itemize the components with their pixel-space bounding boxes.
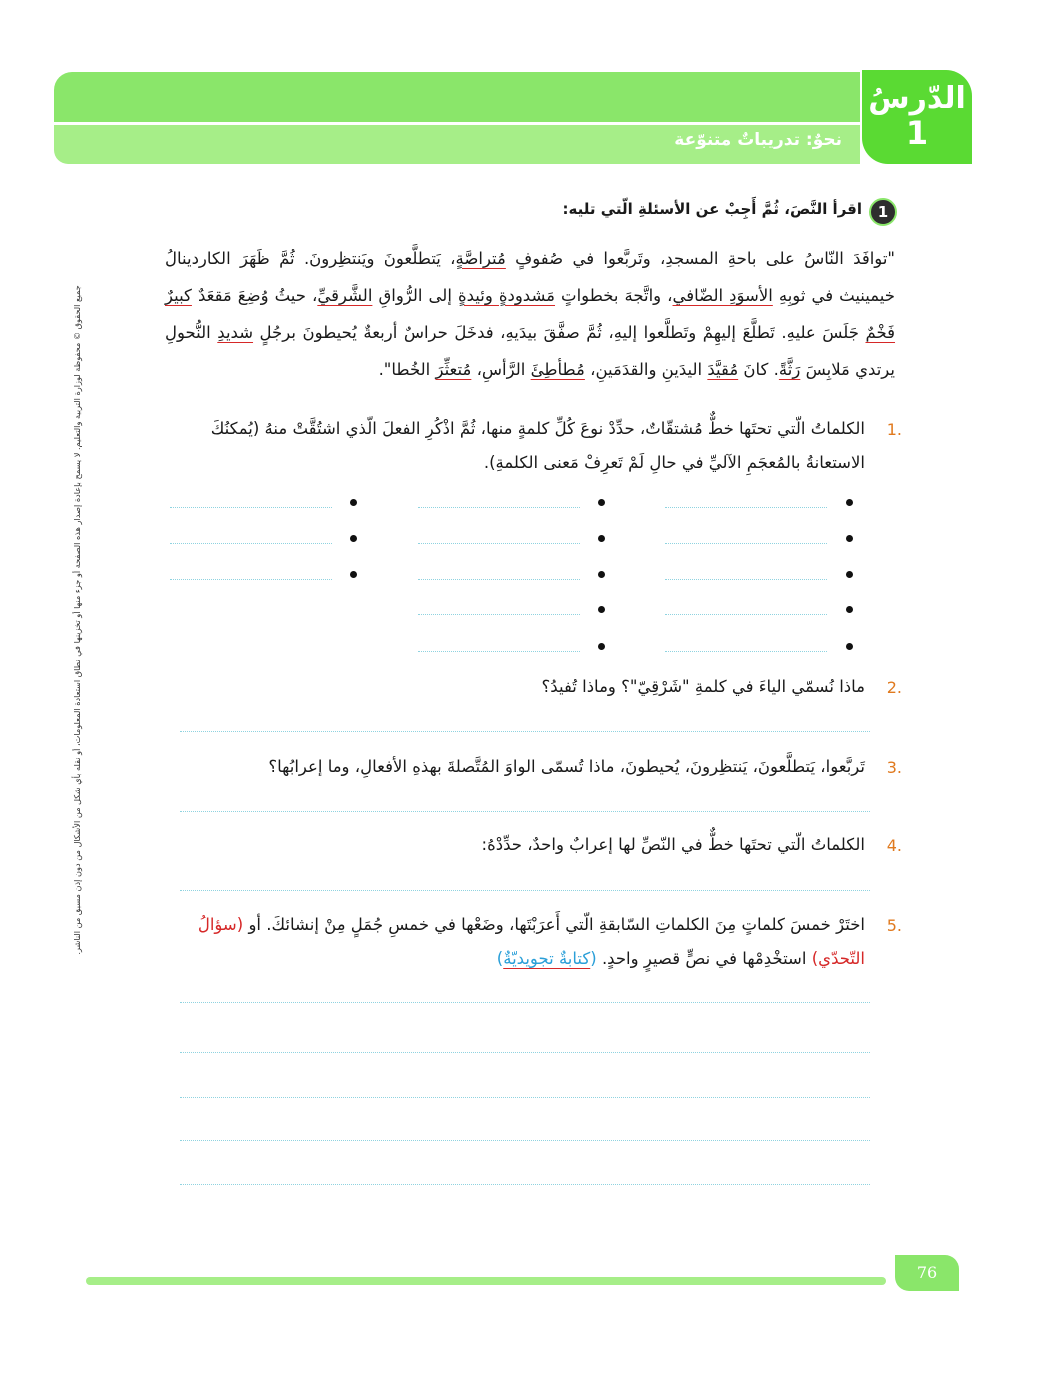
question-fragment: اختَرْ خمسَ كلماتٍ مِنَ الكلماتِ السّابقةِ الّتي أَعرَبْتَها، وضَعْها في خمسِ جُمَلٍ مِنْ إنشائكَ. أو bbox=[248, 915, 865, 934]
question-text: الكلماتُ الّتي تحتَها خطٌّ في النّصِّ لها إعرابٌ واحدٌ، حدِّدْهُ: bbox=[481, 835, 865, 854]
answer-line[interactable] bbox=[170, 507, 332, 508]
footer-bar bbox=[86, 1277, 886, 1285]
lesson-badge bbox=[862, 70, 972, 164]
passage-text: الخُطا". bbox=[378, 360, 436, 379]
answer-line[interactable] bbox=[418, 543, 580, 544]
answer-line[interactable] bbox=[418, 614, 580, 615]
subtitle-text: تدريباتٌ متنوّعة bbox=[674, 130, 800, 150]
answer-line[interactable] bbox=[170, 543, 332, 544]
passage-text: ، حيثُ وُضِعَ مَقعَدٌ bbox=[191, 286, 318, 305]
bullet bbox=[598, 643, 605, 650]
writing-tag-bracket: ( bbox=[590, 949, 597, 968]
answer-line[interactable] bbox=[665, 651, 827, 652]
bullet bbox=[350, 499, 357, 506]
passage-text: الرَّأسِ، bbox=[471, 360, 531, 379]
passage-text: ، يَتطلَّعونَ ويَنتظِرونَ. ثُمَّ ظَهَرَ الكاردينالُ خيمينيث في ثوبِهِ bbox=[165, 249, 895, 305]
bullet bbox=[598, 499, 605, 506]
underlined-word: شديدِ bbox=[217, 323, 254, 342]
underlined-word: مُطأطِئَ bbox=[530, 360, 585, 379]
question-number: .5 bbox=[886, 916, 902, 935]
answer-line[interactable] bbox=[180, 1140, 870, 1141]
subtitle-label: نحوٌ: bbox=[805, 130, 842, 150]
passage-text: اليدَينِ والقدَمَينِ، bbox=[584, 360, 708, 379]
answer-line[interactable] bbox=[665, 507, 827, 508]
question-line bbox=[165, 942, 865, 976]
underlined-word: مُتعثِّرَ bbox=[435, 360, 472, 379]
page-number: 76 bbox=[895, 1255, 959, 1291]
bullet bbox=[846, 499, 853, 506]
passage-text: "توافَدَ النّاسُ على باحةِ المسجدِ، وتَربَّعوا في صُفوفٍ bbox=[505, 249, 895, 268]
question-line bbox=[165, 908, 865, 942]
underlined-word: رَثَّةً bbox=[778, 360, 801, 379]
underlined-word: مُقيَّدَ bbox=[707, 360, 739, 379]
answer-line[interactable] bbox=[418, 579, 580, 580]
answer-line[interactable] bbox=[180, 1097, 870, 1098]
answer-line[interactable] bbox=[665, 543, 827, 544]
answer-line[interactable] bbox=[180, 811, 870, 812]
header-divider bbox=[54, 122, 860, 125]
question-number: .2 bbox=[886, 678, 902, 697]
lesson-word: الدّرسُ bbox=[868, 81, 966, 116]
exercise-title: اقرأ النَّصَ، ثُمَّ أَجِبْ عن الأسئلةِ الّتي تليه: bbox=[562, 200, 862, 218]
challenge-label: (سؤالُ bbox=[197, 915, 244, 934]
answer-line[interactable] bbox=[665, 614, 827, 615]
answer-line[interactable] bbox=[170, 579, 332, 580]
question-number: .1 bbox=[886, 420, 902, 439]
question-text bbox=[165, 412, 865, 480]
question-text: تَربَّعوا، يَتطلَّعونَ، يَنتظِرونَ، يُحيطونَ، ماذا تُسمّى الواوَ المُتَّصلةَ بهذهِ الأفعالِ، وما إعرابُها؟ bbox=[268, 757, 865, 776]
underlined-word: مَشدودةٍ وئيدةٍ bbox=[457, 286, 556, 305]
bullet bbox=[846, 571, 853, 578]
bullet bbox=[350, 535, 357, 542]
reading-passage bbox=[165, 240, 895, 388]
challenge-label: التّحدّي) bbox=[811, 949, 865, 968]
answer-line[interactable] bbox=[418, 651, 580, 652]
answer-line[interactable] bbox=[180, 890, 870, 891]
passage-text: جَلَسَ عليهِ. تَطلَّعَ إليهِمْ وتَطلَّعوا إليهِ، ثُمَّ صفَّقَ بيدَيهِ، فدخَلَ حراسٌ أربعةٌ يُحيطونَ برجُلٍ bbox=[253, 323, 866, 342]
question-number: .3 bbox=[886, 758, 902, 777]
writing-tag: كتابةٌ تجويديّةٌ bbox=[503, 949, 591, 968]
copyright-note: جميع الحقوق © محفوظة لوزارة التربية والتعليم. لا يسمح بإعادة إصدار هذه الصفحة أو جزء منها أو تخزينها في نطاق استعادة المعلومات، أو نقله بأي شكل من الأشكال من دون إذن مسبق من الناشر. bbox=[72, 285, 82, 955]
answer-line[interactable] bbox=[665, 579, 827, 580]
lesson-number: 1 bbox=[905, 114, 929, 152]
underlined-word: مُتراصَّةٍ bbox=[455, 249, 506, 268]
question-text: ماذا نُسمّي الياءَ في كلمةِ "شَرْقِيّ"؟ وماذا تُفيدُ؟ bbox=[541, 677, 865, 696]
answer-line[interactable] bbox=[180, 731, 870, 732]
passage-text: ، واتَّجهَ بخطواتٍ bbox=[555, 286, 673, 305]
answer-line[interactable] bbox=[180, 1184, 870, 1185]
question-line: الاستعانةُ بالمُعجَمِ الآليِّ في حالِ لَمْ تَعرِفْ مَعنى الكلمةِ). bbox=[483, 453, 865, 472]
bullet bbox=[350, 571, 357, 578]
answer-line[interactable] bbox=[180, 1052, 870, 1053]
bullet bbox=[846, 535, 853, 542]
passage-text: النُّحولِ يرتدي مَلابِسَ bbox=[165, 323, 895, 379]
passage-text: . كانَ bbox=[738, 360, 779, 379]
answer-line[interactable] bbox=[180, 1002, 870, 1003]
header-band-top bbox=[54, 72, 860, 124]
question-fragment: استخْدِمْها في نصٍّ قصيرٍ واحدٍ. bbox=[601, 949, 807, 968]
bullet bbox=[598, 571, 605, 578]
question-line: الكلماتُ الّتي تحتَها خطٌّ مُشتقّاتٌ، حدِّدْ نوعَ كُلِّ كلمةٍ منها، ثُمَّ اذْكُرِ الفعلَ الّذي اشتُقَّتْ منهُ (يُمكنُكَ bbox=[210, 419, 865, 438]
question-number: .4 bbox=[886, 836, 902, 855]
passage-text: إلى الرُّواقِ bbox=[372, 286, 458, 305]
lesson-subtitle bbox=[560, 130, 842, 150]
underlined-word: الشَّرقيِّ bbox=[317, 286, 373, 305]
underlined-word: الأسوَدِ الضّافي bbox=[672, 286, 773, 305]
bullet bbox=[846, 606, 853, 613]
question-text bbox=[165, 908, 865, 976]
bullet bbox=[598, 606, 605, 613]
writing-tag-bracket: ) bbox=[496, 949, 504, 968]
bullet bbox=[598, 535, 605, 542]
answer-line[interactable] bbox=[418, 507, 580, 508]
underlined-word: كبيرٌ فَخْمٌ bbox=[165, 286, 896, 342]
bullet bbox=[846, 643, 853, 650]
exercise-number-badge: 1 bbox=[869, 198, 897, 226]
